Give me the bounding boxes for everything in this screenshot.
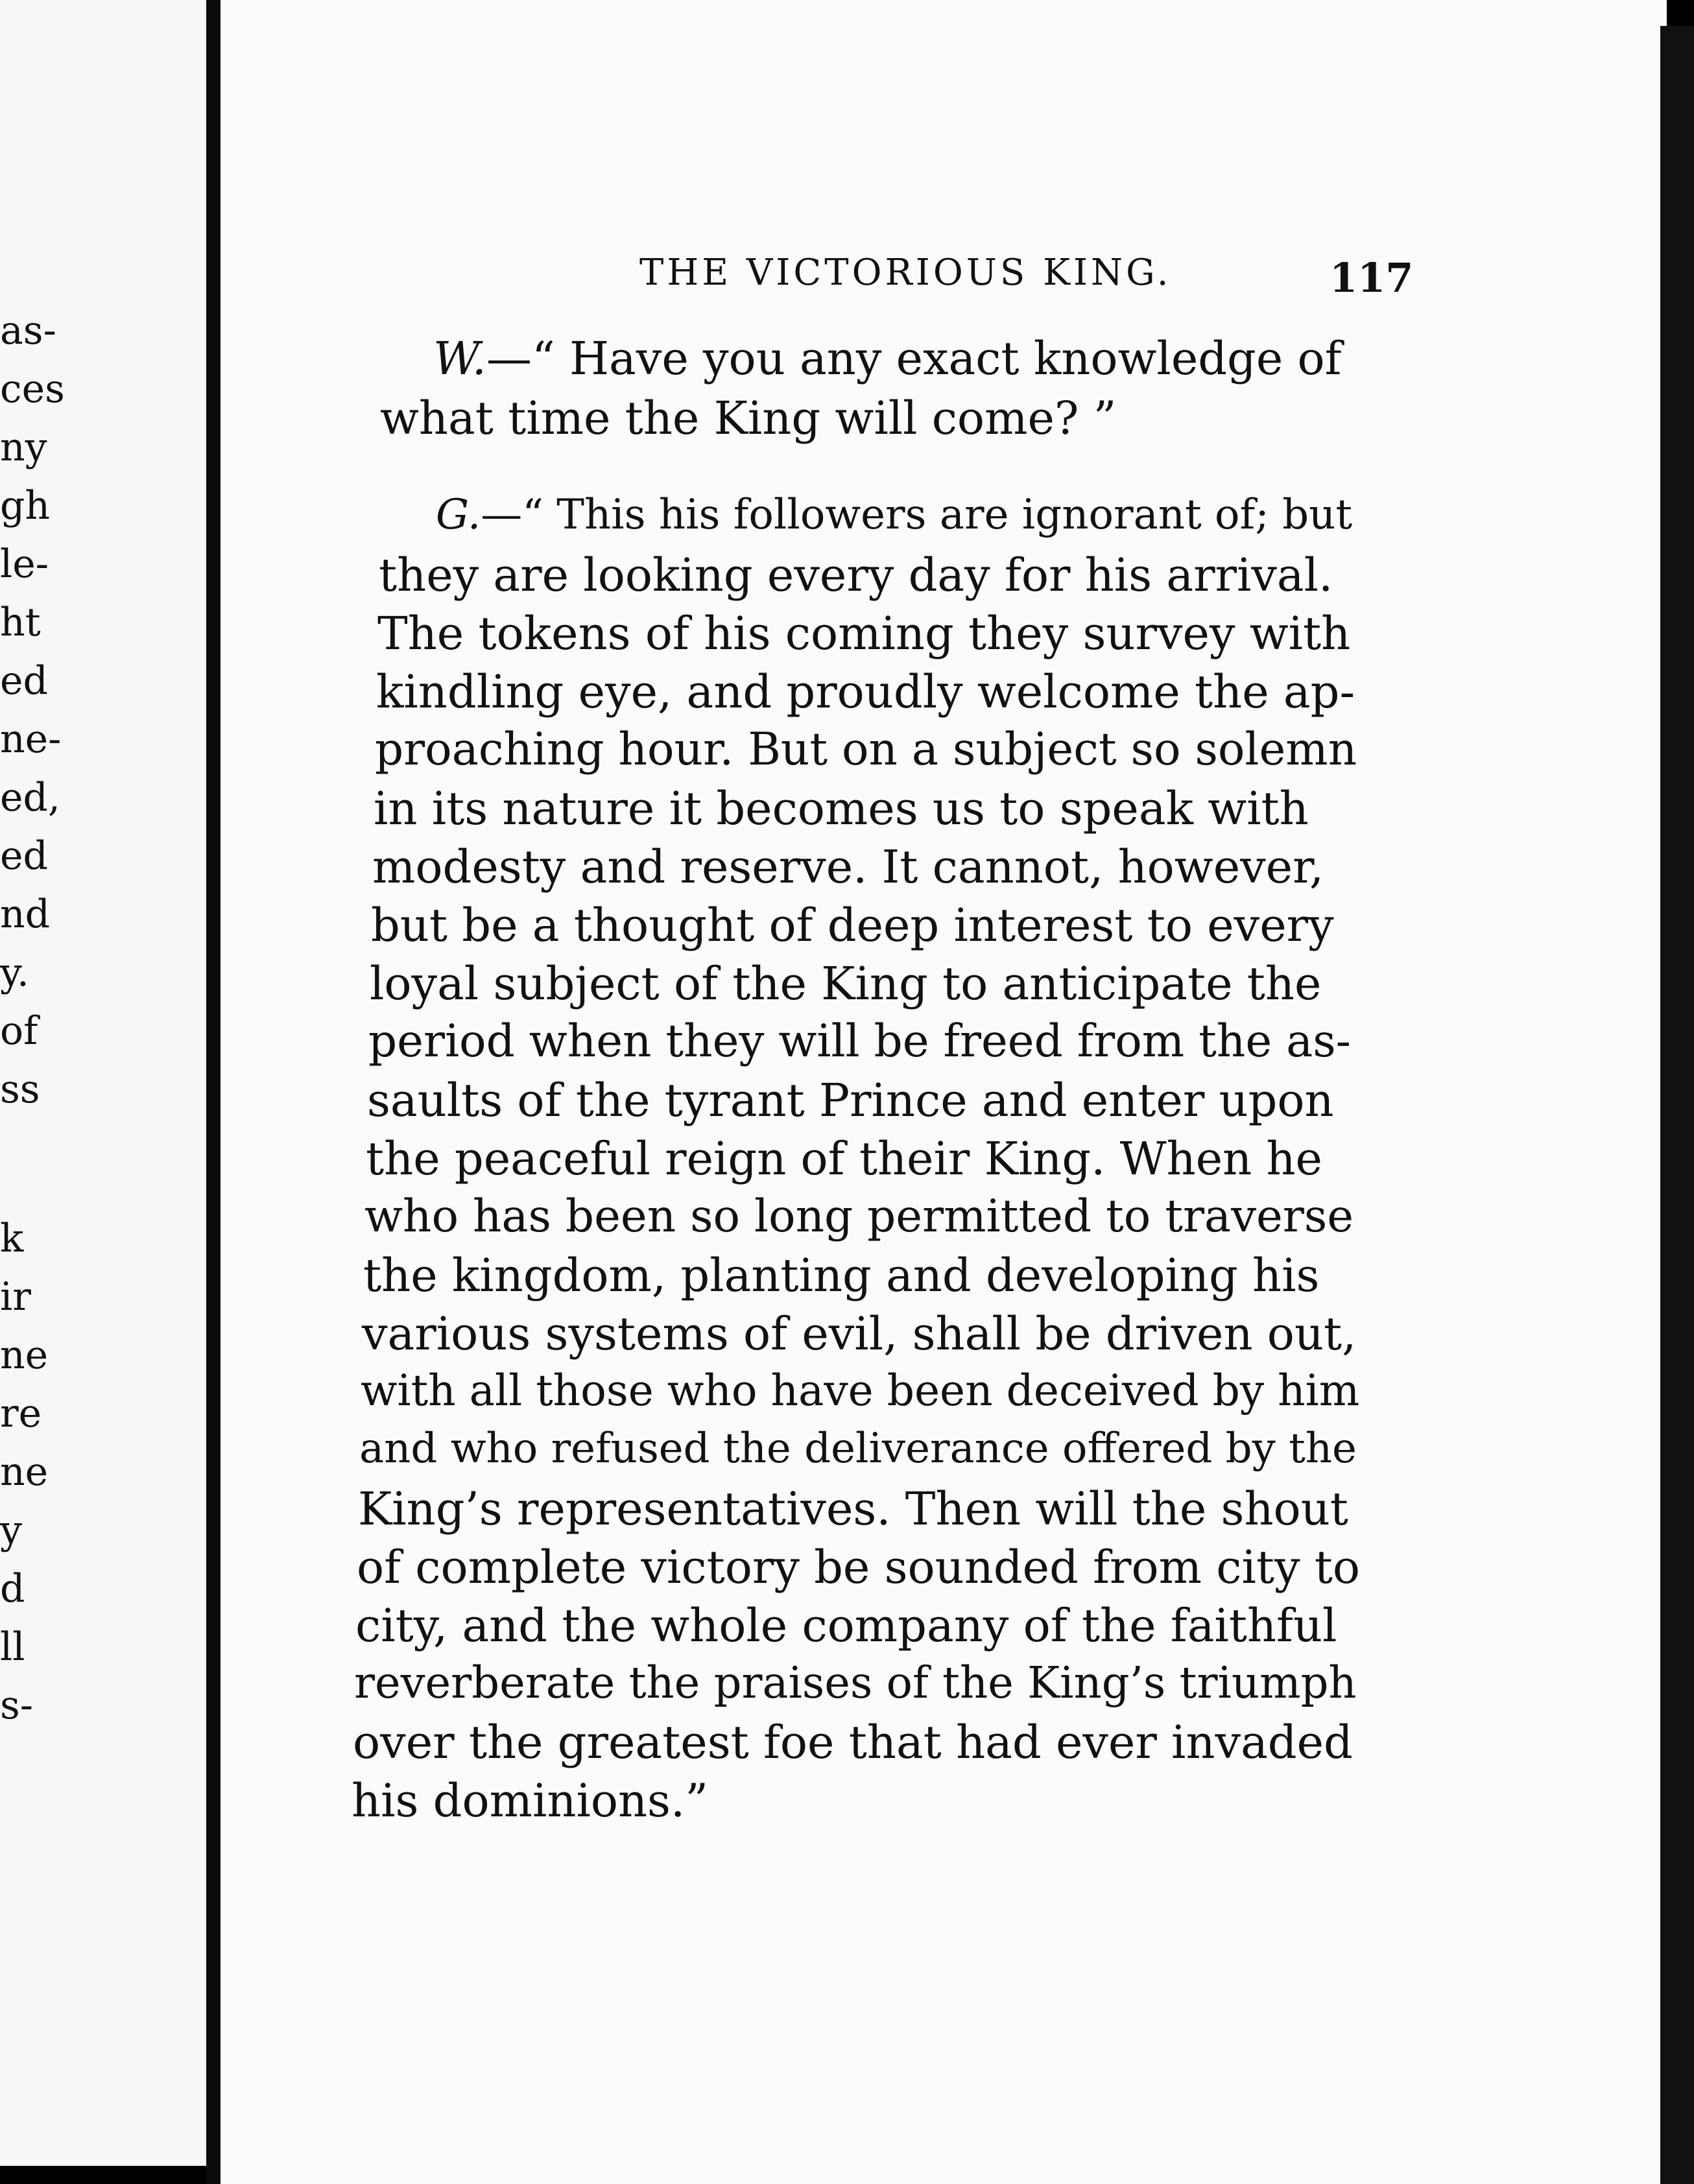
book-gutter (206, 0, 221, 2184)
left-page-fragment: ne (0, 1449, 49, 1495)
left-page-fragment: y (0, 1508, 22, 1553)
paragraph-line: the peaceful reign of their King. When he (366, 1132, 1322, 1185)
speaker-label: W. (433, 332, 486, 385)
paragraph-line: city, and the whole company of the faithful (355, 1599, 1337, 1652)
paragraph-line: kindling eye, and proudly welcome the ap- (376, 665, 1355, 718)
paragraph-line: the kingdom, planting and developing his (363, 1249, 1320, 1302)
paragraph-line: in its nature it becomes us to speak with (374, 782, 1309, 835)
paragraph-line: his dominions.” (352, 1774, 709, 1827)
left-page-fragment: ed, (0, 775, 60, 820)
left-page-fragment: ed (0, 658, 48, 704)
left-page-fragment: nd (0, 892, 51, 937)
left-page-fragment: as- (0, 308, 56, 353)
left-page-fragment: ne (0, 1333, 49, 1378)
paragraph-line (436, 491, 1353, 539)
page-edge (1660, 26, 1694, 2184)
left-page-fragment: ed (0, 833, 48, 879)
left-page-fragment: re (0, 1391, 42, 1436)
left-page-fragment: ll (0, 1624, 25, 1670)
paragraph-line: and who refused the deliverance offered by the (359, 1425, 1357, 1473)
paragraph-line: who has been so long permitted to traverse (364, 1191, 1354, 1242)
left-page-fragment: ces (0, 366, 65, 412)
left-page-fragment: le- (0, 541, 49, 587)
paragraph-line: period when they will be freed from the as- (368, 1015, 1351, 1067)
left-page-fragment: ne- (0, 717, 62, 762)
paragraph-line: they are looking every day for his arrival. (379, 549, 1333, 602)
paragraph-line: loyal subject of the King to anticipate the (370, 957, 1322, 1010)
left-page-fragment: gh (0, 483, 51, 528)
left-page (0, 0, 206, 2166)
dialogue-text: —“ Have you any exact knowledge of (486, 332, 1342, 385)
paragraph-line: but be a thought of deep interest to every (371, 899, 1334, 952)
speaker-label: G. (436, 491, 481, 539)
left-page-fragment: s- (0, 1683, 34, 1728)
paragraph-line: of complete victory be sounded from city to (357, 1541, 1361, 1594)
paragraph-line: King’s representatives. Then will the shout (358, 1482, 1348, 1536)
running-title: THE VICTORIOUS KING. (639, 252, 1172, 294)
paragraph-line: what time the King will come? ” (380, 392, 1117, 445)
paragraph-line: with all those who have been deceived by him (361, 1366, 1360, 1416)
left-page-fragment: d (0, 1566, 25, 1611)
paragraph-line: proaching hour. But on a subject so solemn (375, 724, 1357, 776)
left-page-fragment: k (0, 1216, 24, 1261)
paragraph-line: modesty and reserve. It cannot, however, (372, 840, 1324, 894)
paragraph-line: reverberate the praises of the King’s triumph (354, 1657, 1357, 1708)
paragraph-line: saults of the tyrant Prince and enter upon (367, 1074, 1334, 1127)
paragraph-line: over the greatest foe that had ever invaded (353, 1716, 1353, 1769)
page-number: 117 (1330, 254, 1414, 302)
left-page-fragment: ht (0, 600, 41, 645)
left-page-fragment: ir (0, 1274, 31, 1320)
dialogue-text: —“ This his followers are ignorant of; but (481, 491, 1353, 539)
left-page-fragment: ss (0, 1067, 40, 1112)
paragraph-line (433, 332, 1342, 385)
left-page-fragment: of (0, 1008, 38, 1054)
left-page-fragment: ny (0, 425, 47, 470)
paragraph-line: various systems of evil, shall be driven out, (362, 1307, 1357, 1360)
left-page-fragment: y. (0, 950, 29, 995)
paragraph-line: The tokens of his coming they survey with (377, 607, 1351, 660)
